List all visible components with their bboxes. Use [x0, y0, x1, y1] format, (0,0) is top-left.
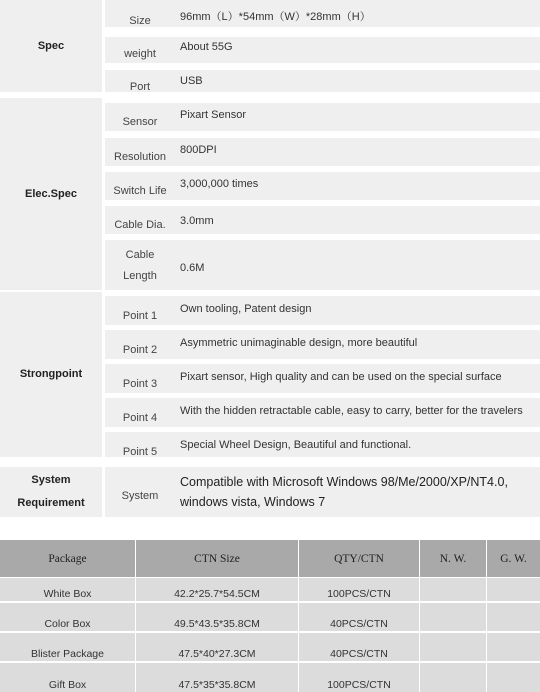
row-value: Pixart Sensor — [180, 109, 247, 121]
row-value: USB — [180, 75, 203, 87]
row-label: Cable Dia. — [114, 219, 166, 231]
row-label: Point 1 — [122, 310, 158, 322]
row-value: Special Wheel Design, Beautiful and functional. — [180, 439, 412, 451]
row-label-line: Cable — [125, 249, 155, 261]
header-gw: G. W. — [500, 552, 527, 565]
system-value — [176, 467, 540, 517]
cell-qty: 40PCS/CTN — [330, 618, 388, 630]
row-value: 3.0mm — [180, 215, 214, 227]
cell-ctn-size: 47.5*40*27.3CM — [178, 648, 256, 660]
row-label: Point 4 — [122, 412, 158, 424]
row-label-line: Length — [123, 270, 157, 282]
row-label: Port — [129, 81, 151, 93]
row-value: Pixart sensor, High quality and can be used on the special surface — [180, 371, 502, 383]
header-nw: N. W. — [439, 552, 467, 565]
row-label: Point 2 — [122, 344, 158, 356]
system-label-line: System — [31, 474, 71, 486]
row-value: Asymmetric unimaginable design, more beautiful — [180, 337, 418, 349]
table-divider — [486, 540, 487, 692]
row-value: 0.6M — [180, 262, 205, 274]
row-label: Point 3 — [122, 378, 158, 390]
header-ctn-size: CTN Size — [194, 552, 240, 565]
row-value: Own tooling, Patent design — [180, 303, 312, 315]
cell-package: Blister Package — [31, 648, 104, 660]
table-divider — [135, 540, 136, 692]
row-value: With the hidden retractable cable, easy to carry, better for the travelers — [180, 405, 523, 417]
system-group-label — [0, 467, 102, 517]
system-value-line: windows vista, Windows 7 — [180, 495, 326, 509]
cell-ctn-size: 47.5*35*35.8CM — [178, 679, 256, 691]
row-value: 3,000,000 times — [180, 178, 259, 190]
strongpoint-group-label: Strongpoint — [0, 292, 102, 457]
row-label: Switch Life — [113, 185, 167, 197]
cell-package: Color Box — [44, 618, 91, 630]
header-package: Package — [48, 552, 87, 565]
row-label: Resolution — [114, 151, 166, 163]
row-value: 800DPI — [180, 144, 217, 156]
cell-ctn-size: 42.2*25.7*54.5CM — [174, 588, 260, 600]
cell-package: White Box — [43, 588, 92, 600]
system-label-line: Requirement — [17, 497, 85, 509]
elec-group-label: Elec.Spec — [0, 98, 102, 290]
cell-ctn-size: 49.5*43.5*35.8CM — [174, 618, 260, 630]
row-label — [105, 245, 175, 290]
cell-qty: 100PCS/CTN — [327, 679, 391, 691]
cell-qty: 100PCS/CTN — [327, 588, 391, 600]
table-divider — [298, 540, 299, 692]
row-label: Size — [129, 15, 151, 27]
cell-qty: 40PCS/CTN — [330, 648, 388, 660]
row-value: About 55G — [180, 41, 233, 53]
row-label: Point 5 — [122, 446, 158, 458]
header-qty-ctn: QTY/CTN — [334, 552, 384, 565]
cell-package: Gift Box — [48, 679, 87, 691]
row-label: System — [121, 490, 159, 502]
system-value-line: Compatible with Microsoft Windows 98/Me/2000/XP/NT4.0, — [180, 475, 508, 489]
spec-group-label: Spec — [0, 0, 102, 92]
row-label: Sensor — [122, 116, 158, 128]
row-value: 96mm（L）*54mm（W）*28mm（H） — [180, 11, 371, 23]
row-label: weight — [124, 48, 156, 60]
table-divider — [419, 540, 420, 692]
